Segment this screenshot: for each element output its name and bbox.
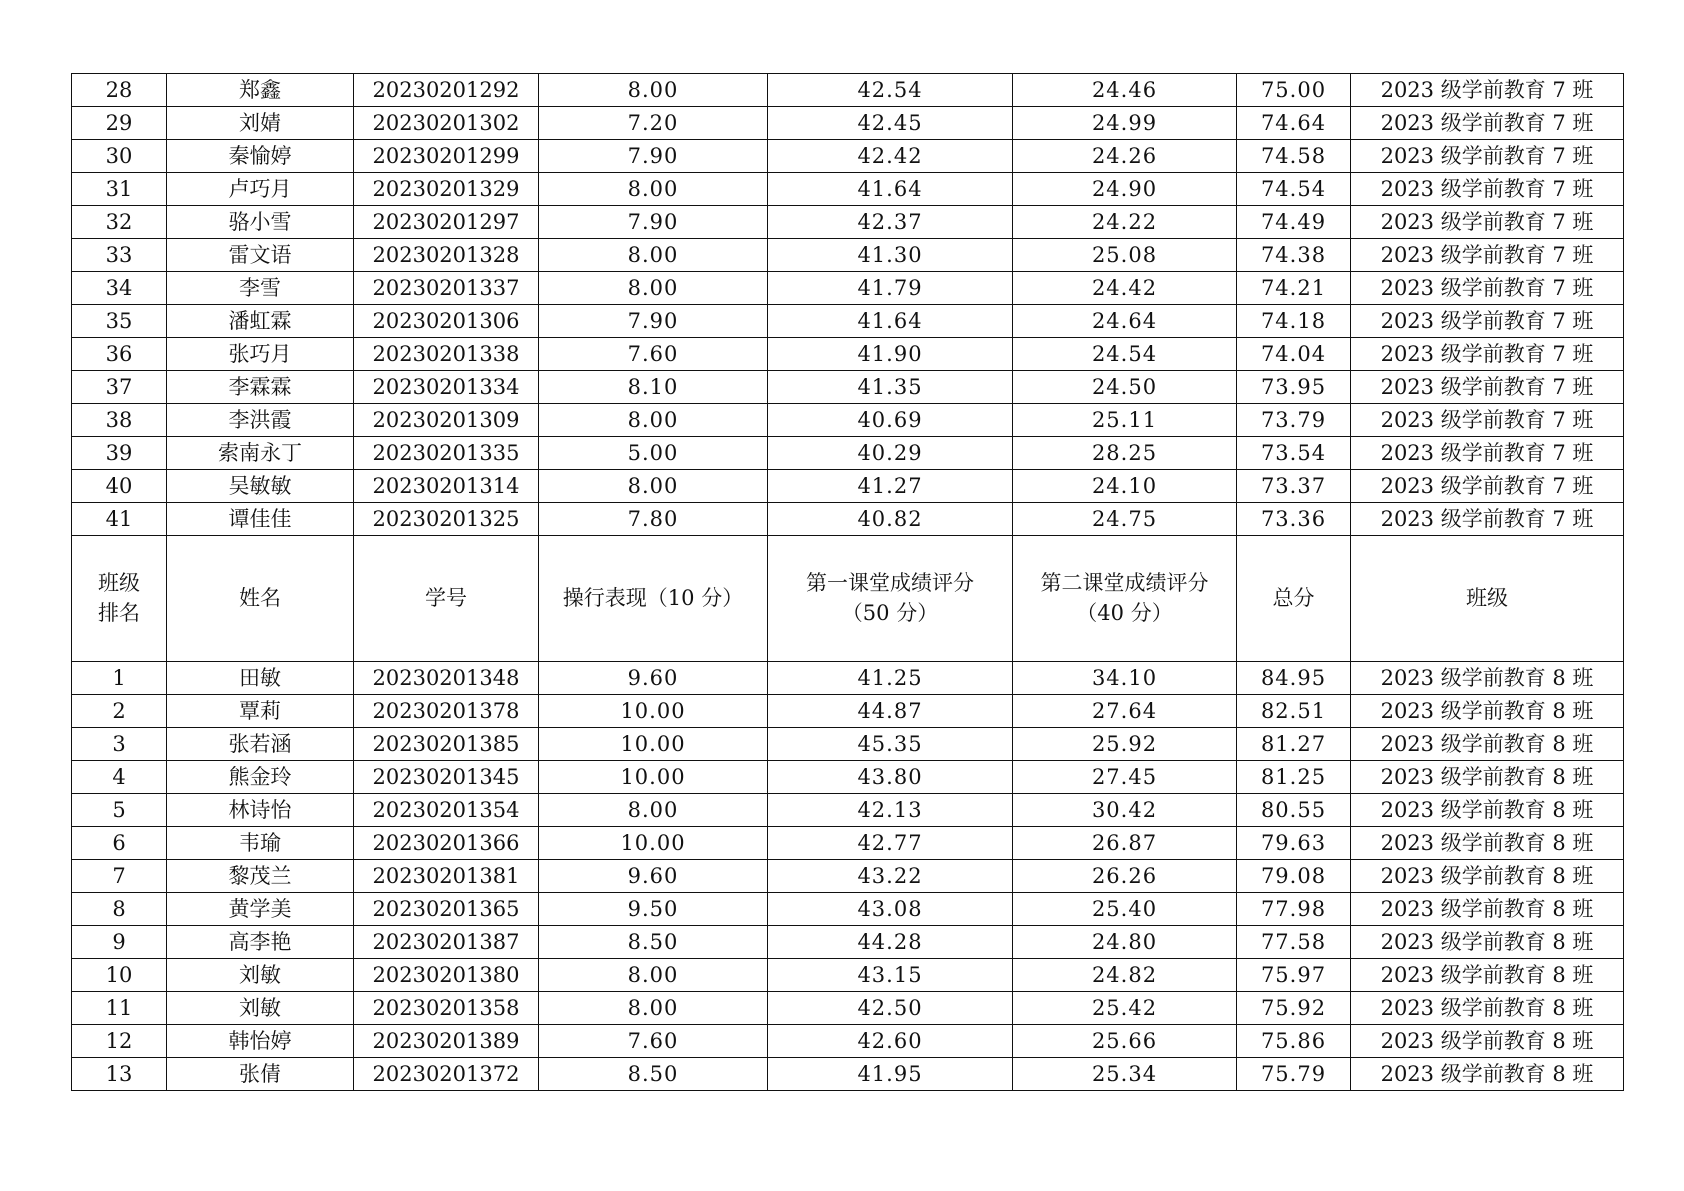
name-cell: 熊金玲 bbox=[167, 761, 354, 794]
score-table bbox=[71, 73, 1624, 1091]
name-cell: 黄学美 bbox=[167, 893, 354, 926]
student-id-cell: 20230201292 bbox=[354, 74, 539, 107]
rank-cell: 12 bbox=[72, 1025, 167, 1058]
name-cell: 李洪霞 bbox=[167, 404, 354, 437]
conduct-score-cell: 7.60 bbox=[539, 338, 768, 371]
name-cell: 卢巧月 bbox=[167, 173, 354, 206]
second-class-score-cell: 24.46 bbox=[1013, 74, 1237, 107]
total-score-cell: 74.64 bbox=[1237, 107, 1351, 140]
class-cell: 2023 级学前教育 8 班 bbox=[1351, 728, 1624, 761]
conduct-score-cell: 5.00 bbox=[539, 437, 768, 470]
rank-cell: 32 bbox=[72, 206, 167, 239]
first-class-score-cell: 41.79 bbox=[768, 272, 1013, 305]
first-class-score-cell: 42.77 bbox=[768, 827, 1013, 860]
first-class-score-cell: 43.15 bbox=[768, 959, 1013, 992]
first-class-score-cell: 45.35 bbox=[768, 728, 1013, 761]
total-score-cell: 79.63 bbox=[1237, 827, 1351, 860]
student-id-cell: 20230201387 bbox=[354, 926, 539, 959]
total-score-cell: 74.58 bbox=[1237, 140, 1351, 173]
first-class-score-cell: 42.45 bbox=[768, 107, 1013, 140]
rank-cell: 34 bbox=[72, 272, 167, 305]
conduct-score-cell: 8.00 bbox=[539, 992, 768, 1025]
name-cell: 刘敏 bbox=[167, 959, 354, 992]
header-label-line: 总分 bbox=[1272, 585, 1315, 610]
student-id-cell: 20230201329 bbox=[354, 173, 539, 206]
student-id-cell: 20230201335 bbox=[354, 437, 539, 470]
student-id-cell: 20230201385 bbox=[354, 728, 539, 761]
class-cell: 2023 级学前教育 8 班 bbox=[1351, 662, 1624, 695]
table-row bbox=[72, 470, 1624, 503]
rank-cell: 28 bbox=[72, 74, 167, 107]
conduct-score-cell: 8.50 bbox=[539, 1058, 768, 1091]
conduct-score-cell: 8.10 bbox=[539, 371, 768, 404]
table-row bbox=[72, 239, 1624, 272]
class-cell: 2023 级学前教育 7 班 bbox=[1351, 272, 1624, 305]
rank-cell: 6 bbox=[72, 827, 167, 860]
total-score-cell: 79.08 bbox=[1237, 860, 1351, 893]
student-id-cell: 20230201358 bbox=[354, 992, 539, 1025]
second-class-score-cell: 24.42 bbox=[1013, 272, 1237, 305]
class-cell: 2023 级学前教育 8 班 bbox=[1351, 959, 1624, 992]
student-id-cell: 20230201372 bbox=[354, 1058, 539, 1091]
rank-cell: 11 bbox=[72, 992, 167, 1025]
header-label-line: 排名 bbox=[98, 600, 140, 625]
rank-cell: 3 bbox=[72, 728, 167, 761]
first-class-score-cell: 41.35 bbox=[768, 371, 1013, 404]
class-cell: 2023 级学前教育 8 班 bbox=[1351, 827, 1624, 860]
table-row bbox=[72, 893, 1624, 926]
second-class-score-cell: 25.08 bbox=[1013, 239, 1237, 272]
table-row bbox=[72, 404, 1624, 437]
table-row bbox=[72, 761, 1624, 794]
class-cell: 2023 级学前教育 8 班 bbox=[1351, 1025, 1624, 1058]
class-cell: 2023 级学前教育 7 班 bbox=[1351, 437, 1624, 470]
total-score-cell: 74.18 bbox=[1237, 305, 1351, 338]
student-id-cell: 20230201302 bbox=[354, 107, 539, 140]
rank-cell: 39 bbox=[72, 437, 167, 470]
rank-cell: 38 bbox=[72, 404, 167, 437]
table-row bbox=[72, 662, 1624, 695]
rank-cell: 10 bbox=[72, 959, 167, 992]
total-score-cell: 75.00 bbox=[1237, 74, 1351, 107]
student-id-cell: 20230201354 bbox=[354, 794, 539, 827]
name-cell: 郑鑫 bbox=[167, 74, 354, 107]
name-cell: 张巧月 bbox=[167, 338, 354, 371]
table-row bbox=[72, 860, 1624, 893]
class-cell: 2023 级学前教育 7 班 bbox=[1351, 371, 1624, 404]
student-id-cell: 20230201338 bbox=[354, 338, 539, 371]
header-label-line: （50 分） bbox=[841, 600, 939, 625]
name-cell: 索南永丁 bbox=[167, 437, 354, 470]
name-cell: 李霖霖 bbox=[167, 371, 354, 404]
header-label-line: （40 分） bbox=[1076, 600, 1173, 625]
second-class-score-cell: 27.45 bbox=[1013, 761, 1237, 794]
total-score-cell: 81.27 bbox=[1237, 728, 1351, 761]
table-row bbox=[72, 437, 1624, 470]
class-cell: 2023 级学前教育 8 班 bbox=[1351, 992, 1624, 1025]
total-score-cell: 77.58 bbox=[1237, 926, 1351, 959]
class-cell: 2023 级学前教育 8 班 bbox=[1351, 860, 1624, 893]
total-score-cell: 74.49 bbox=[1237, 206, 1351, 239]
second-class-score-cell: 25.11 bbox=[1013, 404, 1237, 437]
total-score-cell: 84.95 bbox=[1237, 662, 1351, 695]
student-id-cell: 20230201366 bbox=[354, 827, 539, 860]
class-cell: 2023 级学前教育 7 班 bbox=[1351, 305, 1624, 338]
total-score-cell: 73.95 bbox=[1237, 371, 1351, 404]
name-cell: 覃莉 bbox=[167, 695, 354, 728]
conduct-score-cell: 8.00 bbox=[539, 272, 768, 305]
first-class-score-cell: 40.82 bbox=[768, 503, 1013, 536]
first-class-score-cell: 43.22 bbox=[768, 860, 1013, 893]
student-id-cell: 20230201328 bbox=[354, 239, 539, 272]
conduct-score-cell: 9.60 bbox=[539, 662, 768, 695]
first-class-score-cell: 41.30 bbox=[768, 239, 1013, 272]
second-class-score-cell: 24.90 bbox=[1013, 173, 1237, 206]
class-cell: 2023 级学前教育 8 班 bbox=[1351, 1058, 1624, 1091]
class-cell: 2023 级学前教育 8 班 bbox=[1351, 794, 1624, 827]
rank-cell: 13 bbox=[72, 1058, 167, 1091]
student-id-cell: 20230201348 bbox=[354, 662, 539, 695]
first-class-score-cell: 41.90 bbox=[768, 338, 1013, 371]
total-score-cell: 73.54 bbox=[1237, 437, 1351, 470]
header-conduct bbox=[539, 536, 768, 662]
student-id-cell: 20230201309 bbox=[354, 404, 539, 437]
conduct-score-cell: 7.60 bbox=[539, 1025, 768, 1058]
conduct-score-cell: 7.90 bbox=[539, 305, 768, 338]
header-label-line: 操行表现（10 分） bbox=[562, 585, 744, 610]
first-class-score-cell: 40.69 bbox=[768, 404, 1013, 437]
total-score-cell: 81.25 bbox=[1237, 761, 1351, 794]
header-label-line: 班级 bbox=[1466, 585, 1508, 610]
total-score-cell: 82.51 bbox=[1237, 695, 1351, 728]
header-rank bbox=[72, 536, 167, 662]
rank-cell: 33 bbox=[72, 239, 167, 272]
name-cell: 骆小雪 bbox=[167, 206, 354, 239]
name-cell: 田敏 bbox=[167, 662, 354, 695]
total-score-cell: 75.92 bbox=[1237, 992, 1351, 1025]
class-cell: 2023 级学前教育 7 班 bbox=[1351, 338, 1624, 371]
total-score-cell: 73.37 bbox=[1237, 470, 1351, 503]
name-cell: 雷文语 bbox=[167, 239, 354, 272]
student-id-cell: 20230201334 bbox=[354, 371, 539, 404]
name-cell: 秦愉婷 bbox=[167, 140, 354, 173]
name-cell: 谭佳佳 bbox=[167, 503, 354, 536]
table-row bbox=[72, 140, 1624, 173]
second-class-score-cell: 25.92 bbox=[1013, 728, 1237, 761]
first-class-score-cell: 43.08 bbox=[768, 893, 1013, 926]
table-row bbox=[72, 827, 1624, 860]
total-score-cell: 74.38 bbox=[1237, 239, 1351, 272]
total-score-cell: 74.54 bbox=[1237, 173, 1351, 206]
conduct-score-cell: 8.50 bbox=[539, 926, 768, 959]
rank-cell: 5 bbox=[72, 794, 167, 827]
table-row bbox=[72, 503, 1624, 536]
second-class-score-cell: 24.80 bbox=[1013, 926, 1237, 959]
table-row bbox=[72, 926, 1624, 959]
header-label-line: 姓名 bbox=[239, 585, 281, 610]
class-cell: 2023 级学前教育 7 班 bbox=[1351, 239, 1624, 272]
rank-cell: 30 bbox=[72, 140, 167, 173]
class-cell: 2023 级学前教育 7 班 bbox=[1351, 74, 1624, 107]
rank-cell: 7 bbox=[72, 860, 167, 893]
total-score-cell: 75.79 bbox=[1237, 1058, 1351, 1091]
first-class-score-cell: 41.95 bbox=[768, 1058, 1013, 1091]
table-row bbox=[72, 1025, 1624, 1058]
header-label-line: 学号 bbox=[425, 585, 467, 610]
conduct-score-cell: 8.00 bbox=[539, 794, 768, 827]
second-class-score-cell: 24.22 bbox=[1013, 206, 1237, 239]
student-id-cell: 20230201381 bbox=[354, 860, 539, 893]
second-class-score-cell: 24.54 bbox=[1013, 338, 1237, 371]
table-row bbox=[72, 959, 1624, 992]
name-cell: 张倩 bbox=[167, 1058, 354, 1091]
rank-cell: 29 bbox=[72, 107, 167, 140]
conduct-score-cell: 8.00 bbox=[539, 959, 768, 992]
first-class-score-cell: 41.64 bbox=[768, 173, 1013, 206]
total-score-cell: 77.98 bbox=[1237, 893, 1351, 926]
conduct-score-cell: 8.00 bbox=[539, 404, 768, 437]
second-class-score-cell: 30.42 bbox=[1013, 794, 1237, 827]
rank-cell: 35 bbox=[72, 305, 167, 338]
header-class bbox=[1351, 536, 1624, 662]
first-class-score-cell: 41.25 bbox=[768, 662, 1013, 695]
second-class-score-cell: 24.10 bbox=[1013, 470, 1237, 503]
rank-cell: 1 bbox=[72, 662, 167, 695]
first-class-score-cell: 44.87 bbox=[768, 695, 1013, 728]
table-body bbox=[72, 74, 1624, 1091]
second-class-score-cell: 25.66 bbox=[1013, 1025, 1237, 1058]
class-cell: 2023 级学前教育 8 班 bbox=[1351, 761, 1624, 794]
second-class-score-cell: 25.40 bbox=[1013, 893, 1237, 926]
class-cell: 2023 级学前教育 7 班 bbox=[1351, 503, 1624, 536]
conduct-score-cell: 7.90 bbox=[539, 140, 768, 173]
second-class-score-cell: 27.64 bbox=[1013, 695, 1237, 728]
table-row bbox=[72, 272, 1624, 305]
class-cell: 2023 级学前教育 8 班 bbox=[1351, 893, 1624, 926]
rank-cell: 8 bbox=[72, 893, 167, 926]
class-cell: 2023 级学前教育 8 班 bbox=[1351, 695, 1624, 728]
second-class-score-cell: 24.75 bbox=[1013, 503, 1237, 536]
table-row bbox=[72, 173, 1624, 206]
name-cell: 吴敏敏 bbox=[167, 470, 354, 503]
table-row bbox=[72, 74, 1624, 107]
name-cell: 张若涵 bbox=[167, 728, 354, 761]
table-row bbox=[72, 794, 1624, 827]
name-cell: 刘敏 bbox=[167, 992, 354, 1025]
second-class-score-cell: 25.34 bbox=[1013, 1058, 1237, 1091]
conduct-score-cell: 10.00 bbox=[539, 827, 768, 860]
second-class-score-cell: 26.26 bbox=[1013, 860, 1237, 893]
rank-cell: 40 bbox=[72, 470, 167, 503]
second-class-score-cell: 25.42 bbox=[1013, 992, 1237, 1025]
class-cell: 2023 级学前教育 7 班 bbox=[1351, 140, 1624, 173]
header-label-line: 第一课堂成绩评分 bbox=[806, 570, 974, 595]
table-row bbox=[72, 1058, 1624, 1091]
first-class-score-cell: 41.64 bbox=[768, 305, 1013, 338]
student-id-cell: 20230201337 bbox=[354, 272, 539, 305]
total-score-cell: 74.21 bbox=[1237, 272, 1351, 305]
conduct-score-cell: 7.20 bbox=[539, 107, 768, 140]
class-cell: 2023 级学前教育 7 班 bbox=[1351, 404, 1624, 437]
table-row bbox=[72, 338, 1624, 371]
table-row bbox=[72, 371, 1624, 404]
second-class-score-cell: 28.25 bbox=[1013, 437, 1237, 470]
table-row bbox=[72, 695, 1624, 728]
name-cell: 潘虹霖 bbox=[167, 305, 354, 338]
first-class-score-cell: 42.13 bbox=[768, 794, 1013, 827]
first-class-score-cell: 42.42 bbox=[768, 140, 1013, 173]
total-score-cell: 75.97 bbox=[1237, 959, 1351, 992]
class-cell: 2023 级学前教育 7 班 bbox=[1351, 470, 1624, 503]
conduct-score-cell: 10.00 bbox=[539, 728, 768, 761]
student-id-cell: 20230201297 bbox=[354, 206, 539, 239]
second-class-score-cell: 24.26 bbox=[1013, 140, 1237, 173]
class-cell: 2023 级学前教育 8 班 bbox=[1351, 926, 1624, 959]
table-row bbox=[72, 305, 1624, 338]
student-id-cell: 20230201306 bbox=[354, 305, 539, 338]
name-cell: 林诗怡 bbox=[167, 794, 354, 827]
rank-cell: 41 bbox=[72, 503, 167, 536]
name-cell: 李雪 bbox=[167, 272, 354, 305]
first-class-score-cell: 40.29 bbox=[768, 437, 1013, 470]
conduct-score-cell: 7.80 bbox=[539, 503, 768, 536]
total-score-cell: 73.36 bbox=[1237, 503, 1351, 536]
first-class-score-cell: 41.27 bbox=[768, 470, 1013, 503]
header-label-line: 班级 bbox=[98, 570, 140, 595]
name-cell: 韩怡婷 bbox=[167, 1025, 354, 1058]
total-score-cell: 74.04 bbox=[1237, 338, 1351, 371]
class-cell: 2023 级学前教育 7 班 bbox=[1351, 173, 1624, 206]
student-id-cell: 20230201389 bbox=[354, 1025, 539, 1058]
student-id-cell: 20230201299 bbox=[354, 140, 539, 173]
student-id-cell: 20230201325 bbox=[354, 503, 539, 536]
conduct-score-cell: 9.50 bbox=[539, 893, 768, 926]
conduct-score-cell: 10.00 bbox=[539, 761, 768, 794]
header-name bbox=[167, 536, 354, 662]
class-cell: 2023 级学前教育 7 班 bbox=[1351, 107, 1624, 140]
name-cell: 韦瑜 bbox=[167, 827, 354, 860]
conduct-score-cell: 8.00 bbox=[539, 470, 768, 503]
student-id-cell: 20230201345 bbox=[354, 761, 539, 794]
first-class-score-cell: 42.60 bbox=[768, 1025, 1013, 1058]
second-class-score-cell: 24.50 bbox=[1013, 371, 1237, 404]
header-label-line: 第二课堂成绩评分 bbox=[1040, 570, 1209, 595]
conduct-score-cell: 8.00 bbox=[539, 173, 768, 206]
total-score-cell: 75.86 bbox=[1237, 1025, 1351, 1058]
conduct-score-cell: 9.60 bbox=[539, 860, 768, 893]
table-row bbox=[72, 728, 1624, 761]
table-row bbox=[72, 107, 1624, 140]
second-class-score-cell: 24.64 bbox=[1013, 305, 1237, 338]
student-id-cell: 20230201365 bbox=[354, 893, 539, 926]
second-class-score-cell: 34.10 bbox=[1013, 662, 1237, 695]
first-class-score-cell: 42.37 bbox=[768, 206, 1013, 239]
table-row bbox=[72, 992, 1624, 1025]
name-cell: 高李艳 bbox=[167, 926, 354, 959]
student-id-cell: 20230201380 bbox=[354, 959, 539, 992]
first-class-score-cell: 44.28 bbox=[768, 926, 1013, 959]
header-total bbox=[1237, 536, 1351, 662]
rank-cell: 4 bbox=[72, 761, 167, 794]
student-id-cell: 20230201378 bbox=[354, 695, 539, 728]
first-class-score-cell: 42.54 bbox=[768, 74, 1013, 107]
rank-cell: 2 bbox=[72, 695, 167, 728]
class-cell: 2023 级学前教育 7 班 bbox=[1351, 206, 1624, 239]
rank-cell: 31 bbox=[72, 173, 167, 206]
rank-cell: 36 bbox=[72, 338, 167, 371]
rank-cell: 37 bbox=[72, 371, 167, 404]
header-first-class bbox=[768, 536, 1013, 662]
conduct-score-cell: 8.00 bbox=[539, 239, 768, 272]
first-class-score-cell: 42.50 bbox=[768, 992, 1013, 1025]
header-row bbox=[72, 536, 1624, 662]
name-cell: 黎茂兰 bbox=[167, 860, 354, 893]
second-class-score-cell: 24.82 bbox=[1013, 959, 1237, 992]
header-student-id bbox=[354, 536, 539, 662]
table-row bbox=[72, 206, 1624, 239]
header-second-class bbox=[1013, 536, 1237, 662]
total-score-cell: 73.79 bbox=[1237, 404, 1351, 437]
rank-cell: 9 bbox=[72, 926, 167, 959]
total-score-cell: 80.55 bbox=[1237, 794, 1351, 827]
conduct-score-cell: 10.00 bbox=[539, 695, 768, 728]
name-cell: 刘婧 bbox=[167, 107, 354, 140]
conduct-score-cell: 8.00 bbox=[539, 74, 768, 107]
first-class-score-cell: 43.80 bbox=[768, 761, 1013, 794]
second-class-score-cell: 24.99 bbox=[1013, 107, 1237, 140]
student-id-cell: 20230201314 bbox=[354, 470, 539, 503]
conduct-score-cell: 7.90 bbox=[539, 206, 768, 239]
second-class-score-cell: 26.87 bbox=[1013, 827, 1237, 860]
